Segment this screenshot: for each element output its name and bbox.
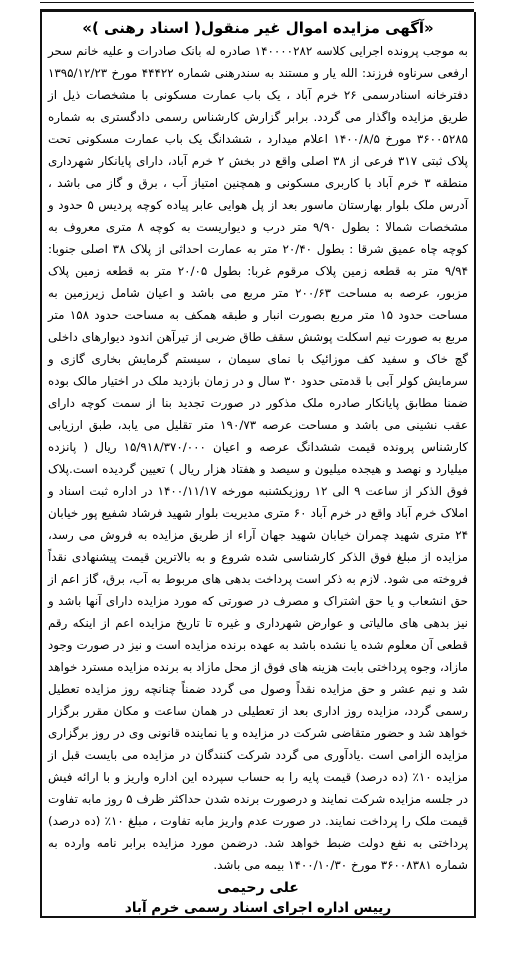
signatory-name: علی رحیمی — [217, 880, 299, 896]
notice-frame — [40, 12, 476, 918]
signatory-title: رییس اداره اجرای اسناد رسمی خرم آباد — [124, 900, 392, 916]
notice-title: «آگهی مزایده اموال غیر منقول( اسناد رهنی )» — [82, 19, 434, 37]
top-border-rule — [40, 2, 474, 12]
notice-body: به موجب پرونده اجرایی کلاسه ۱۴۰۰۰۰۲۸۲ صادره له بانک صادرات و علیه خانم سحر ارفعی سرناوه فرزند: الله یار و مستند به سندرهنی شماره ۴۴۴۲۲ مورخ ۱۳۹۵/۱۲/۲۳ دفترخانه اسنادرسمی ۲۶ خرم آباد ، یک باب عمارت مسکونی با مشخصات ذیل از طریق مزایده واگذار می گردد. برابر گزارش کارشناس رسمی دادگستری به شماره ۳۶۰۰۵۲۸۵ مورخ ۱۴۰۰/۸/۵ اعلام میدارد ، ششدانگ یک باب عمارت مسکونی تحت پلاک ثبتی ۳۱۷ فرعی از ۳۸ اصلی واقع در بخش ۲ خرم آباد، دارای پایانکار شهرداری منطقه ۳ خرم آباد با کاربری مسکونی و همچنین امتیاز آب ، برق و گاز می باشد ، آدرس ملک بلوار بهارستان ماسور بعد از پل هوایی عابر پیاده کوچه پردیس ۵ حدود و مشخصات شمالا : بطول ۹/۹۰ متر درب و دیواریست به کوچه ۸ متری معروف به کوچه چاه عمیق شرقا : بطول ۲۰/۴۰ متر به عمارت احداثی از پلاک ۳۸ اصلی جنوبا: ۹/۹۴ متر به قطعه زمین پلاک مرقوم غربا: بطول ۲۰/۰۵ متر به قطعه زمین پلاک مزبور، عرصه به مساحت ۲۰۰/۶۳ متر مربع می باشد و اعیان شامل زیرزمین به مساحت حدود ۱۵ متر مربع بصورت انبار و طبقه همکف به مساحت حدود ۱۵۸ متر مربع به صورت نیم اسکلت پوشش سقف طاق ضربی از تیرآهن اندود دیوارهای داخلی گچ خاک و سفید کف موزائیک با نمای سیمان ، سیستم گرمایش بخاری گازی و سرمایش کولر آبی با قدمتی حدود ۳۰ سال و در زمان بازدید ملک در اختیار مالک بوده ضمنا مطابق پایانکار صادره ملک مذکور در صورت تجدید بنا از سمت کوچه دارای عقب نشینی می باشد و مساحت عرصه ۱۹۰/۷۳ متر تقلیل می یابد، طبق ارزیابی کارشناس پرونده قیمت ششدانگ عرصه و اعیان ۱۵/۹۱۸/۳۷۰/۰۰۰ ریال ( پانزده میلیارد و نهصد و هیجده میلیون و سیصد و هفتاد هزار ریال ) تعیین گردیده است.پلاک فوق الذکر از ساعت ۹ الی ۱۲ روزیکشنبه مورخه ۱۴۰۰/۱۱/۱۷ در اداره ثبت اسناد و املاک خرم آباد واقع در خرم آباد ۶۰ متری مدیریت بلوار شهید فرشاد شفیع پور خیابان ۲۴ متری شهید چمران خیابان شهید جهان آراء از طریق مزایده به فروش می رسد، مزایده از مبلغ فوق الذکر کارشناسی شده شروع و به بالاترین قیمت پیشنهادی نقداً فروخته می شود. لازم به ذکر است پرداخت بدهی های مربوط به آب، برق، گاز اعم از حق انشعاب و یا حق اشتراک و مصرف در صورتی که مورد مزایده دارای آنها باشد و نیز بدهی های مالیاتی و عوارض شهرداری و غیره تا تاریخ مزایده اعم از اینکه رقم قطعی آن معلوم شده یا نشده باشد به عهده برنده مزایده است و نیز در صورت وجود مازاد، وجوه پرداختی بابت هزینه های فوق از محل مازاد به برنده مزایده مسترد خواهد شد و نیم عشر و حق مزایده نقداً وصول می گردد ضمناً چنانچه روز مزایده تعطیل رسمی گردد، مزایده روز اداری بعد از تعطیلی در همان ساعت و مکان مقرر برگزار خواهد شد و حضور متقاضی شرکت در مزایده و یا نماینده قانونی وی در روز برگزاری مزایده الزامی است .یادآوری می گردد شرکت کنندگان در مزایده می بایست قبل از مزایده ۱۰٪ (ده درصد) قیمت پایه را به حساب سپرده این اداره واریز و با ارائه فیش در جلسه مزایده شرکت نمایند و درصورت برنده شدن حداکثر ظرف ۵ روز مابه تفاوت قیمت ملک را پرداخت نمایند. در صورت عدم واریز مابه تفاوت ، مبلغ ۱۰٪ (ده درصد) پرداختی به نفع دولت ضبط خواهد شد. درضمن مورد مزایده برابر نامه وارده به شماره ۳۶۰۰۸۳۸۱ مورخ ۱۴۰۰/۱۰/۳۰ بیمه می باشد. — [48, 44, 469, 872]
